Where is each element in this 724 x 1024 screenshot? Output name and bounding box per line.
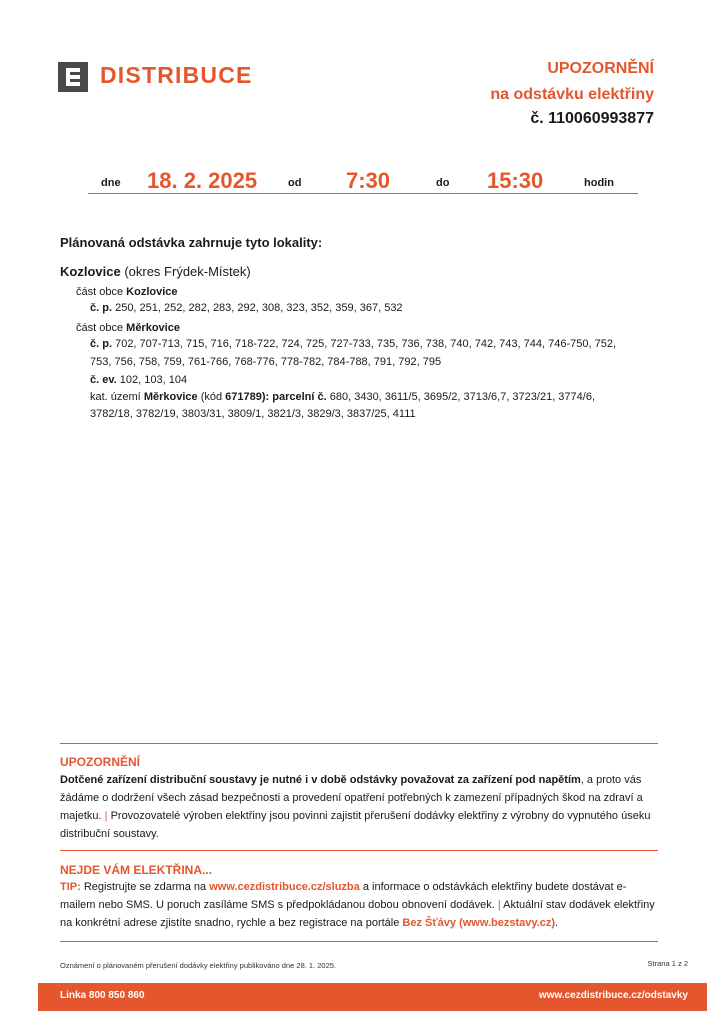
- hours-label: hodin: [584, 177, 614, 189]
- localities-title: Plánovaná odstávka zahrnuje tyto lokality:: [60, 235, 323, 250]
- kat-code-prefix: (kód: [200, 391, 223, 403]
- kat-name: Měrkovice: [143, 391, 198, 403]
- to-label: do: [436, 177, 450, 189]
- parcel-label: parcelní č.: [272, 391, 327, 403]
- date-label: dne: [101, 177, 121, 189]
- outage-from-time: 7:30: [346, 168, 391, 193]
- tip-label: TIP:: [60, 881, 81, 893]
- part-name: Měrkovice: [126, 322, 180, 334]
- cp-values: 250, 251, 252, 282, 283, 292, 308, 323, 352, 359, 367, 532: [115, 302, 403, 314]
- cp-label: č. p.: [90, 302, 113, 314]
- outage-date: 18. 2. 2025: [147, 168, 258, 193]
- tip-text2: a informace o odstávkách elektřiny budete dostávat e-mailem nebo SMS. U poruch zasíláme SMS s předpokládanou dobou obnovení dodávek.: [60, 881, 627, 911]
- cp-label: č. p.: [90, 338, 113, 350]
- footer-website-link[interactable]: www.cezdistribuce.cz/odstavky: [538, 990, 688, 1001]
- outage-to-time: 15:30: [487, 168, 544, 193]
- tip-title: NEJDE VÁM ELEKTŘINA...: [60, 863, 213, 877]
- part2-cadastral: [90, 388, 595, 406]
- ev-label: č. ev.: [90, 374, 117, 386]
- part-label: část obce: [76, 286, 124, 298]
- part2-house-numbers: [90, 335, 616, 353]
- tip-divider-bottom: [60, 941, 658, 942]
- date-divider: [88, 193, 638, 194]
- part2-parcels-cont: 3782/18, 3782/19, 3803/31, 3809/1, 3821/3, 3829/3, 3837/25, 4111: [90, 408, 416, 420]
- tip-text3: Aktuální stav dodávek elektřiny na konkrétní adrese zjistíte snadno, rychle a bez registrace na portále: [60, 899, 655, 929]
- tip-end: .: [555, 917, 559, 929]
- separator: |: [104, 810, 108, 822]
- company-logo-icon: [58, 62, 88, 92]
- cp-values-line1: 702, 707-713, 715, 716, 718-722, 724, 725, 727-733, 735, 736, 738, 740, 742, 743, 744, 746-750, 752,: [115, 338, 616, 350]
- parcel-values-line1: 680, 3430, 3611/5, 3695/2, 3713/6,7, 3723/21, 3774/6,: [329, 391, 596, 403]
- district-name: (okres Frýdek-Místek): [124, 264, 251, 279]
- tip-body: [60, 878, 660, 932]
- brand-name: DISTRIBUCE: [100, 62, 253, 88]
- notice-title: UPOZORNĚNÍ: [547, 60, 654, 77]
- municipality-name: Kozlovice: [60, 264, 121, 279]
- notice-number: č. 110060993877: [530, 110, 654, 127]
- warning-title: UPOZORNĚNÍ: [60, 755, 141, 769]
- tip-text1: Registrujte se zdarma na: [83, 881, 207, 893]
- hotline[interactable]: Linka 800 850 860: [60, 990, 145, 1001]
- separator: |: [497, 899, 501, 911]
- warning-divider-bottom: [60, 850, 658, 851]
- kat-prefix: kat. území: [90, 391, 141, 403]
- from-label: od: [288, 177, 302, 189]
- warning-text1: , a proto vás žádáme o dodržení všech zásad bezpečnosti a provedení opatření potřebných k zamezení případných škod na zdraví a majetku.: [60, 774, 643, 822]
- notice-subtitle: na odstávku elektřiny: [490, 86, 654, 103]
- part1-house-numbers: [90, 299, 403, 317]
- part-label: část obce: [76, 322, 124, 334]
- warning-body: [60, 771, 660, 843]
- part2-registration-numbers: [90, 371, 187, 389]
- kat-code-suffix: ):: [261, 391, 270, 403]
- portal-link[interactable]: (www.bezstavy.cz): [459, 917, 556, 929]
- warning-emphasis: Dotčené zařízení distribuční soustavy je nutné i v době odstávky považovat za zařízení pod napětím: [60, 774, 581, 786]
- ev-values: 102, 103, 104: [119, 374, 188, 386]
- municipality: [60, 264, 251, 279]
- part2-house-numbers-cont: 753, 756, 758, 759, 761-766, 768-776, 778-782, 784-788, 791, 792, 795: [90, 356, 442, 368]
- warning-divider-top: [60, 743, 658, 744]
- service-link[interactable]: www.cezdistribuce.cz/sluzba: [209, 881, 360, 893]
- kat-code: 671789: [225, 391, 262, 403]
- warning-text2: Provozovatelé výroben elektřiny jsou povinni zajistit přerušení dodávky elektřiny z výrobny do vypnutého úseku distribuční soustavy.: [60, 810, 651, 840]
- publication-note: Oznámení o plánovaném přerušení dodávky elektřiny publikováno dne 28. 1. 2025.: [60, 961, 337, 970]
- part-name: Kozlovice: [126, 286, 178, 298]
- portal-name: Bez Šťávy: [402, 917, 456, 929]
- page-number: Strana 1 z 2: [647, 959, 688, 968]
